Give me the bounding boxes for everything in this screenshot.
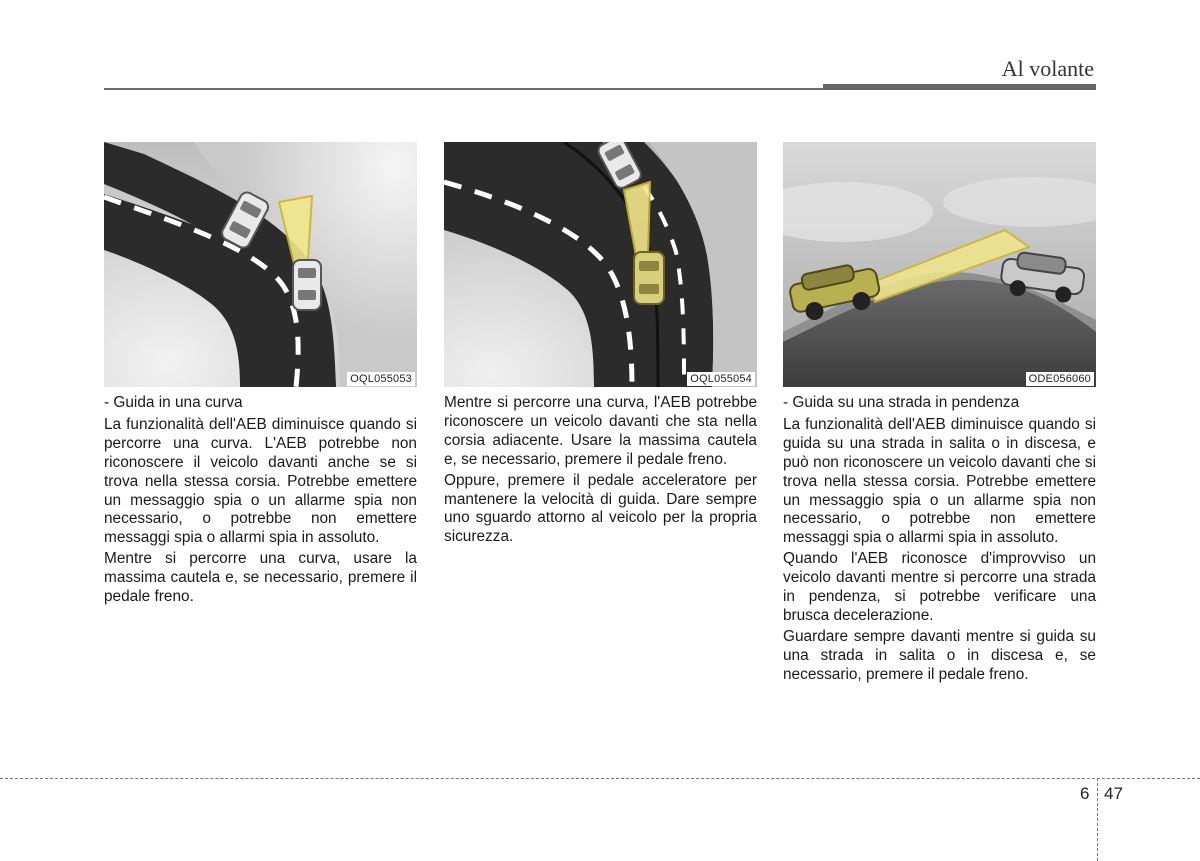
column-curve-adjacent-lane	[444, 394, 757, 549]
chapter-number: 6	[1080, 784, 1090, 803]
illustration-curve-two-lanes	[444, 142, 757, 387]
paragraph: Mentre si percorre una curva, usare la massima cautela e, se necessario, premere il pedale freno.	[104, 550, 417, 606]
page-number: 47	[1104, 784, 1123, 803]
figure-code: OQL055053	[347, 372, 415, 386]
figure-curve-adjacent-lane	[444, 142, 757, 387]
column-slope	[783, 394, 1096, 687]
paragraph: Oppure, premere il pedale acceleratore per mantenere la velocità di guida. Dare sempre uno sguardo attorno al veicolo per la propria sicurezza.	[444, 471, 757, 546]
column-heading: - Guida su una strada in pendenza	[783, 394, 1020, 411]
figure-code: OQL055054	[687, 372, 755, 386]
paragraph: Quando l'AEB riconosce d'improvviso un veicolo davanti mentre si percorre una strada in pendenza, si potrebbe verificare una brusca decelerazione.	[783, 550, 1096, 624]
header-rule-accent	[823, 84, 1096, 90]
illustration-curve-road	[104, 142, 417, 387]
section-title: Al volante	[1001, 56, 1094, 81]
footer-divider-vertical	[1097, 778, 1098, 861]
column-heading: - Guida in una curva	[104, 394, 243, 411]
footer-divider	[0, 778, 1200, 779]
paragraph: La funzionalità dell'AEB diminuisce quando si percorre una curva. L'AEB potrebbe non riconoscere il veicolo davanti anche se si trova nella stessa corsia. Potrebbe emettere un messaggio spia o un allarme spia non necessario, o potrebbe non emettere messaggi spia o allarmi spia in assoluto.	[104, 415, 417, 547]
illustration-slope-road	[783, 142, 1096, 387]
column-curve-same-lane	[104, 394, 417, 609]
figure-code: ODE056060	[1026, 372, 1094, 386]
paragraph: Mentre si percorre una curva, l'AEB potrebbe riconoscere un veicolo davanti che sta nella corsia adiacente. Usare la massima cautela e, se necessario, premere il pedale freno.	[444, 394, 757, 468]
figure-curve-same-lane	[104, 142, 417, 387]
paragraph: Guardare sempre davanti mentre si guida su una strada in salita o in discesa e, se necessario, premere il pedale freno.	[783, 627, 1096, 683]
figure-slope	[783, 142, 1096, 387]
paragraph: La funzionalità dell'AEB diminuisce quando si guida su una strada in salita o in discesa, e può non riconoscere un veicolo davanti che si trova nella stessa corsia. Potrebbe emettere un messaggio spia o un allarme spia non necessario, o potrebbe non emettere messaggi spia o allarmi spia in assoluto.	[783, 415, 1096, 547]
